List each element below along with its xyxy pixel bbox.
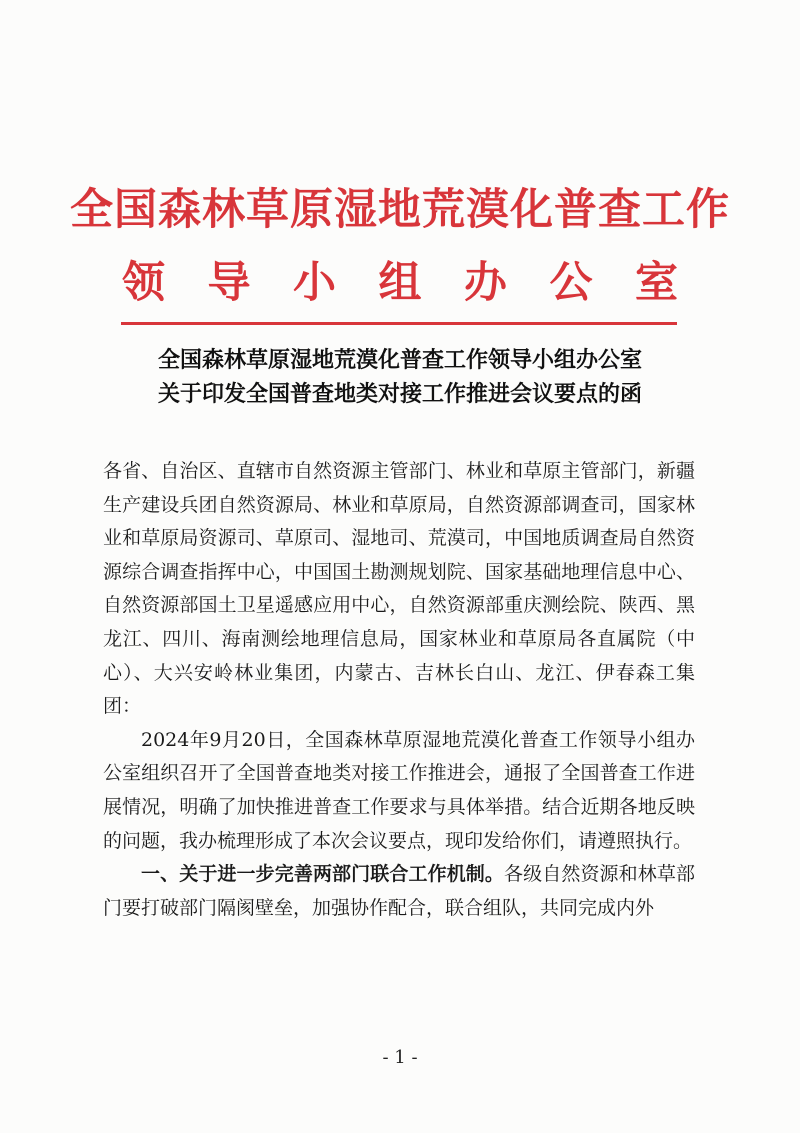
title-line2: 关于印发全国普查地类对接工作推进会议要点的函 xyxy=(157,381,642,407)
red-header xyxy=(0,180,800,311)
header-char: 办 xyxy=(464,258,507,308)
document-title xyxy=(0,343,800,411)
paragraph-section-1 xyxy=(103,858,695,925)
header-char: 导 xyxy=(207,258,251,308)
title-line1: 全国森林草原湿地荒漠化普查工作领导小组办公室 xyxy=(157,347,642,373)
document-body xyxy=(103,455,695,925)
header-divider xyxy=(121,322,677,325)
header-char: 领 xyxy=(122,258,165,308)
section-text: 各级自然资源和林草部门要打破部门隔阂壁垒，加强协作配合，联合组队，共同完成内外 xyxy=(103,863,695,919)
header-char: 室 xyxy=(635,258,678,308)
header-org-line1: 全国森林草原湿地荒漠化普查工作 xyxy=(70,185,730,235)
header-char: 公 xyxy=(549,258,593,308)
header-char: 组 xyxy=(378,258,422,308)
header-char: 小 xyxy=(293,258,336,308)
paragraph-intro: 2024年9月20日，全国森林草原湿地荒漠化普查工作领导小组办公室组织召开了全国普查地类对接工作推进会，通报了全国普查工作进展情况，明确了加快推进普查工作要求与具体举措。结合近期各地反映的问题，我办梳理形成了本次会议要点，现印发给你们，请遵照执行。 xyxy=(103,728,695,852)
addressees: 各省、自治区、直辖市自然资源主管部门、林业和草原主管部门，新疆生产建设兵团自然资源局、林业和草原局，自然资源部调查司，国家林业和草原局资源司、草原司、湿地司、荒漠司，中国地质调查局自然资源综合调查指挥中心，中国国土勘测规划院、国家基础地理信息中心、自然资源部国土卫星遥感应用中心，自然资源部重庆测绘院、陕西、黑龙江、四川、海南测绘地理信息局，国家林业和草原局各直属院（中心）、大兴安岭林业集团，内蒙古、吉林长白山、龙江、伊春森工集团： xyxy=(103,460,695,718)
header-org-line2 xyxy=(122,255,678,311)
section-heading: 一、关于进一步完善两部门联合工作机制。 xyxy=(141,863,505,886)
page-number: - 1 - xyxy=(382,1047,418,1068)
